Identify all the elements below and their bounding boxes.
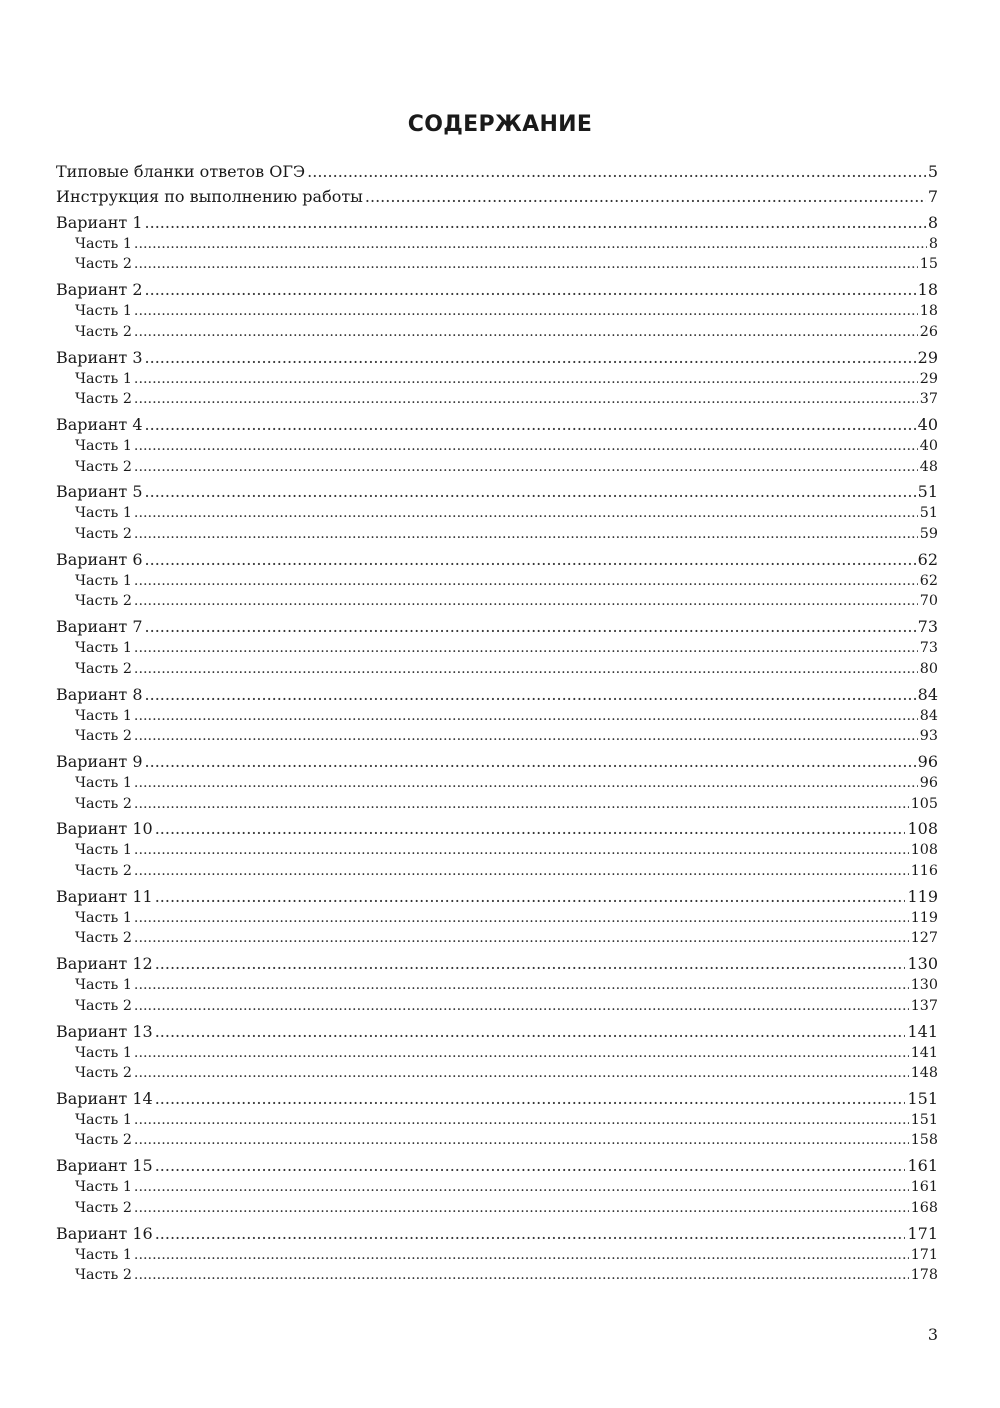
toc-entry-page: 127	[910, 930, 938, 947]
toc-entry-page: 108	[910, 842, 938, 859]
toc-part-entry[interactable]	[56, 840, 938, 861]
toc-part-entry[interactable]	[56, 659, 938, 680]
toc-entry-label: Часть 1	[75, 1179, 132, 1196]
toc-entry-label: Вариант 2	[56, 280, 143, 300]
toc-variant-entry[interactable]	[56, 1222, 938, 1245]
toc-entry-page: 148	[910, 1065, 938, 1082]
toc-entry-label: Часть 1	[75, 1044, 132, 1061]
toc-part-entry[interactable]	[56, 1198, 938, 1219]
dot-leader	[145, 346, 916, 369]
dot-leader	[134, 1043, 909, 1064]
toc-entry-page: 84	[919, 707, 938, 724]
variant-group	[56, 1020, 938, 1084]
toc-entry-page: 96	[919, 775, 938, 792]
toc-variant-entry[interactable]	[56, 885, 938, 908]
toc-variant-entry[interactable]	[56, 750, 938, 773]
dot-leader	[134, 794, 909, 815]
dot-leader	[134, 773, 918, 794]
dot-leader	[134, 1177, 909, 1198]
variant-group	[56, 1154, 938, 1218]
dot-leader	[145, 278, 916, 301]
toc-variant-entry[interactable]	[56, 615, 938, 638]
toc-part-entry[interactable]	[56, 1245, 938, 1266]
dot-leader	[145, 413, 916, 436]
toc-entry[interactable]	[56, 185, 938, 208]
dot-leader	[134, 591, 918, 612]
toc-entry-label: Часть 2	[75, 728, 132, 745]
dot-leader	[145, 750, 916, 773]
toc-entry-label: Часть 1	[75, 370, 132, 387]
toc-entry-page: 158	[910, 1132, 938, 1149]
dot-leader	[155, 952, 906, 975]
toc-entry-label: Вариант 12	[56, 954, 153, 974]
variant-group	[56, 413, 938, 477]
dot-leader	[134, 503, 918, 524]
dot-leader	[134, 1110, 909, 1131]
toc-entry-label: Часть 2	[75, 1065, 132, 1082]
toc-part-entry[interactable]	[56, 1043, 938, 1064]
toc-part-entry[interactable]	[56, 773, 938, 794]
toc-entry-label: Часть 2	[75, 391, 132, 408]
toc-part-entry[interactable]	[56, 369, 938, 390]
dot-leader	[134, 1245, 909, 1266]
dot-leader	[134, 908, 909, 929]
dot-leader	[134, 928, 909, 949]
toc-entry-label: Часть 2	[75, 930, 132, 947]
toc-entry-label: Вариант 11	[56, 886, 153, 906]
toc-part-entry[interactable]	[56, 928, 938, 949]
toc-entry-page: 7	[927, 186, 938, 206]
dot-leader	[134, 638, 918, 659]
variant-group	[56, 750, 938, 814]
dot-leader	[155, 1222, 906, 1245]
toc-entry-label: Вариант 3	[56, 347, 143, 367]
dot-leader	[155, 1087, 906, 1110]
toc-entry-page: 151	[910, 1111, 938, 1128]
toc-entry-label: Вариант 14	[56, 1088, 153, 1108]
toc-entry-label: Часть 1	[75, 707, 132, 724]
toc-entry-label: Часть 2	[75, 1267, 132, 1284]
dot-leader	[134, 234, 927, 255]
toc-entry-label: Часть 1	[75, 505, 132, 522]
toc-entry-page: 178	[910, 1267, 938, 1284]
variant-group	[56, 615, 938, 679]
variant-group	[56, 548, 938, 612]
toc-entry-label: Часть 2	[75, 795, 132, 812]
toc-variant-entry[interactable]	[56, 1020, 938, 1043]
toc-part-entry[interactable]	[56, 571, 938, 592]
toc-variant-entry[interactable]	[56, 413, 938, 436]
dot-leader	[145, 211, 926, 234]
toc-entry-page: 37	[919, 391, 938, 408]
dot-leader	[155, 1154, 906, 1177]
dot-leader	[134, 254, 918, 275]
toc-entry-label: Часть 2	[75, 862, 132, 879]
toc-variant-entry[interactable]	[56, 952, 938, 975]
toc-part-entry[interactable]	[56, 1177, 938, 1198]
variant-group	[56, 952, 938, 1016]
dot-leader	[134, 1130, 909, 1151]
dot-leader	[134, 457, 918, 478]
toc-part-entry[interactable]	[56, 1130, 938, 1151]
toc-entry-page: 171	[907, 1223, 938, 1243]
dot-leader	[145, 683, 916, 706]
toc-part-entry[interactable]	[56, 638, 938, 659]
toc-entry-label: Инструкция по выполнению работы	[56, 186, 363, 206]
dot-leader	[134, 524, 918, 545]
variant-group	[56, 885, 938, 949]
dot-leader	[134, 840, 909, 861]
toc-part-entry[interactable]	[56, 861, 938, 882]
toc-variant-entry[interactable]	[56, 211, 938, 234]
toc-entry-label: Часть 1	[75, 1111, 132, 1128]
toc-entry-label: Вариант 1	[56, 212, 143, 232]
toc-part-entry[interactable]	[56, 794, 938, 815]
dot-leader	[155, 817, 906, 840]
toc-entry-page: 105	[910, 795, 938, 812]
toc-entry-page: 29	[919, 370, 938, 387]
page-title: СОДЕРЖАНИЕ	[407, 112, 593, 137]
toc-entry-label: Часть 2	[75, 593, 132, 610]
dot-leader	[155, 1020, 906, 1043]
toc-entry-label: Часть 1	[75, 572, 132, 589]
dot-leader	[134, 996, 909, 1017]
toc-entry-label: Вариант 15	[56, 1156, 153, 1176]
toc-entry-page: 119	[910, 909, 938, 926]
dot-leader	[134, 975, 909, 996]
dot-leader	[365, 185, 926, 208]
dot-leader	[145, 480, 916, 503]
toc-entry-label: Часть 1	[75, 640, 132, 657]
toc-part-entry[interactable]	[56, 322, 938, 343]
toc-part-entry[interactable]	[56, 1063, 938, 1084]
table-of-contents	[56, 160, 938, 1286]
toc-part-entry[interactable]	[56, 1110, 938, 1131]
toc-entry-page: 62	[919, 572, 938, 589]
toc-part-entry[interactable]	[56, 254, 938, 275]
dot-leader	[134, 861, 909, 882]
toc-part-entry[interactable]	[56, 706, 938, 727]
toc-entry-page: 161	[907, 1156, 938, 1176]
toc-entry-label: Часть 1	[75, 438, 132, 455]
variant-group	[56, 1087, 938, 1151]
dot-leader	[134, 322, 918, 343]
toc-entry-page: 137	[910, 997, 938, 1014]
toc-entry-page: 48	[919, 458, 938, 475]
toc-entry-page: 73	[919, 640, 938, 657]
toc-entry-label: Вариант 4	[56, 415, 143, 435]
variant-list	[56, 211, 938, 1286]
toc-variant-entry[interactable]	[56, 683, 938, 706]
toc-entry-page: 59	[919, 525, 938, 542]
dot-leader	[134, 389, 918, 410]
toc-part-entry[interactable]	[56, 524, 938, 545]
toc-entry-page: 26	[919, 323, 938, 340]
toc-entry-page: 171	[910, 1246, 938, 1263]
toc-part-entry[interactable]	[56, 996, 938, 1017]
toc-entry-page: 93	[919, 728, 938, 745]
toc-entry-label: Часть 1	[75, 235, 132, 252]
toc-entry-page: 116	[910, 862, 938, 879]
dot-leader	[134, 571, 918, 592]
toc-entry-label: Часть 1	[75, 303, 132, 320]
toc-entry-page: 51	[917, 482, 938, 502]
toc-entry-label: Часть 1	[75, 977, 132, 994]
page-number: 3	[927, 1325, 938, 1344]
toc-entry-page: 18	[917, 280, 938, 300]
dot-leader	[155, 885, 906, 908]
toc-entry-page: 5	[927, 162, 938, 181]
toc-entry[interactable]	[56, 160, 938, 183]
toc-part-entry[interactable]	[56, 234, 938, 255]
toc-entry-page: 130	[910, 977, 938, 994]
toc-part-entry[interactable]	[56, 389, 938, 410]
toc-entry-label: Часть 2	[75, 1199, 132, 1216]
toc-entry-page: 119	[907, 886, 938, 906]
dot-leader	[145, 615, 916, 638]
toc-entry-label: Часть 2	[75, 660, 132, 677]
dot-leader	[307, 160, 926, 183]
toc-entry-label: Вариант 8	[56, 684, 143, 704]
toc-entry-label: Часть 2	[75, 256, 132, 273]
variant-group	[56, 683, 938, 747]
toc-entry-label: Вариант 16	[56, 1223, 153, 1243]
variant-group	[56, 817, 938, 881]
toc-entry-page: 8	[927, 212, 938, 232]
dot-leader	[134, 1265, 909, 1286]
toc-entry-page: 15	[919, 256, 938, 273]
toc-entry-label: Вариант 10	[56, 819, 153, 839]
toc-entry-label: Часть 1	[75, 1246, 132, 1263]
dot-leader	[134, 1198, 909, 1219]
dot-leader	[134, 706, 918, 727]
variant-group	[56, 346, 938, 410]
toc-entry-label: Типовые бланки ответов ОГЭ	[56, 162, 306, 181]
toc-entry-page: 73	[917, 617, 938, 637]
dot-leader	[134, 301, 918, 322]
dot-leader	[134, 1063, 909, 1084]
toc-variant-entry[interactable]	[56, 1087, 938, 1110]
toc-entry-page: 70	[919, 593, 938, 610]
toc-part-entry[interactable]	[56, 726, 938, 747]
toc-part-entry[interactable]	[56, 457, 938, 478]
dot-leader	[134, 369, 918, 390]
toc-part-entry[interactable]	[56, 591, 938, 612]
toc-entry-page: 29	[917, 347, 938, 367]
toc-entry-page: 8	[928, 235, 938, 252]
toc-entry-page: 161	[910, 1179, 938, 1196]
toc-part-entry[interactable]	[56, 301, 938, 322]
toc-entry-page: 84	[917, 684, 938, 704]
toc-entry-page: 40	[917, 415, 938, 435]
variant-group	[56, 278, 938, 342]
variant-group	[56, 480, 938, 544]
dot-leader	[134, 726, 918, 747]
toc-entry-label: Вариант 9	[56, 752, 143, 772]
toc-entry-page: 141	[910, 1044, 938, 1061]
toc-entry-page: 51	[919, 505, 938, 522]
toc-entry-page: 80	[919, 660, 938, 677]
toc-entry-label: Часть 2	[75, 323, 132, 340]
toc-part-entry[interactable]	[56, 908, 938, 929]
toc-variant-entry[interactable]	[56, 278, 938, 301]
toc-entry-page: 141	[907, 1021, 938, 1041]
toc-part-entry[interactable]	[56, 436, 938, 457]
toc-entry-label: Часть 2	[75, 458, 132, 475]
toc-variant-entry[interactable]	[56, 1154, 938, 1177]
toc-entry-label: Часть 1	[75, 842, 132, 859]
toc-part-entry[interactable]	[56, 1265, 938, 1286]
dot-leader	[145, 548, 916, 571]
toc-entry-label: Часть 1	[75, 909, 132, 926]
toc-entry-label: Вариант 7	[56, 617, 143, 637]
toc-entry-page: 168	[910, 1199, 938, 1216]
toc-variant-entry[interactable]	[56, 548, 938, 571]
toc-variant-entry[interactable]	[56, 817, 938, 840]
toc-entry-label: Часть 2	[75, 525, 132, 542]
toc-entry-label: Часть 2	[75, 997, 132, 1014]
toc-entry-page: 151	[907, 1088, 938, 1108]
toc-variant-entry[interactable]	[56, 346, 938, 369]
toc-entry-page: 62	[917, 549, 938, 569]
toc-entry-label: Часть 2	[75, 1132, 132, 1149]
toc-entry-page: 40	[919, 438, 938, 455]
toc-entry-page: 18	[919, 303, 938, 320]
toc-part-entry[interactable]	[56, 975, 938, 996]
toc-entry-label: Вариант 13	[56, 1021, 153, 1041]
toc-part-entry[interactable]	[56, 503, 938, 524]
toc-variant-entry[interactable]	[56, 480, 938, 503]
variant-group	[56, 211, 938, 275]
toc-entry-label: Вариант 5	[56, 482, 143, 502]
toc-entry-label: Часть 1	[75, 775, 132, 792]
dot-leader	[134, 436, 918, 457]
toc-entry-page: 108	[907, 819, 938, 839]
variant-group	[56, 1222, 938, 1286]
dot-leader	[134, 659, 918, 680]
toc-entry-page: 96	[917, 752, 938, 772]
toc-entry-label: Вариант 6	[56, 549, 143, 569]
toc-entry-page: 130	[907, 954, 938, 974]
